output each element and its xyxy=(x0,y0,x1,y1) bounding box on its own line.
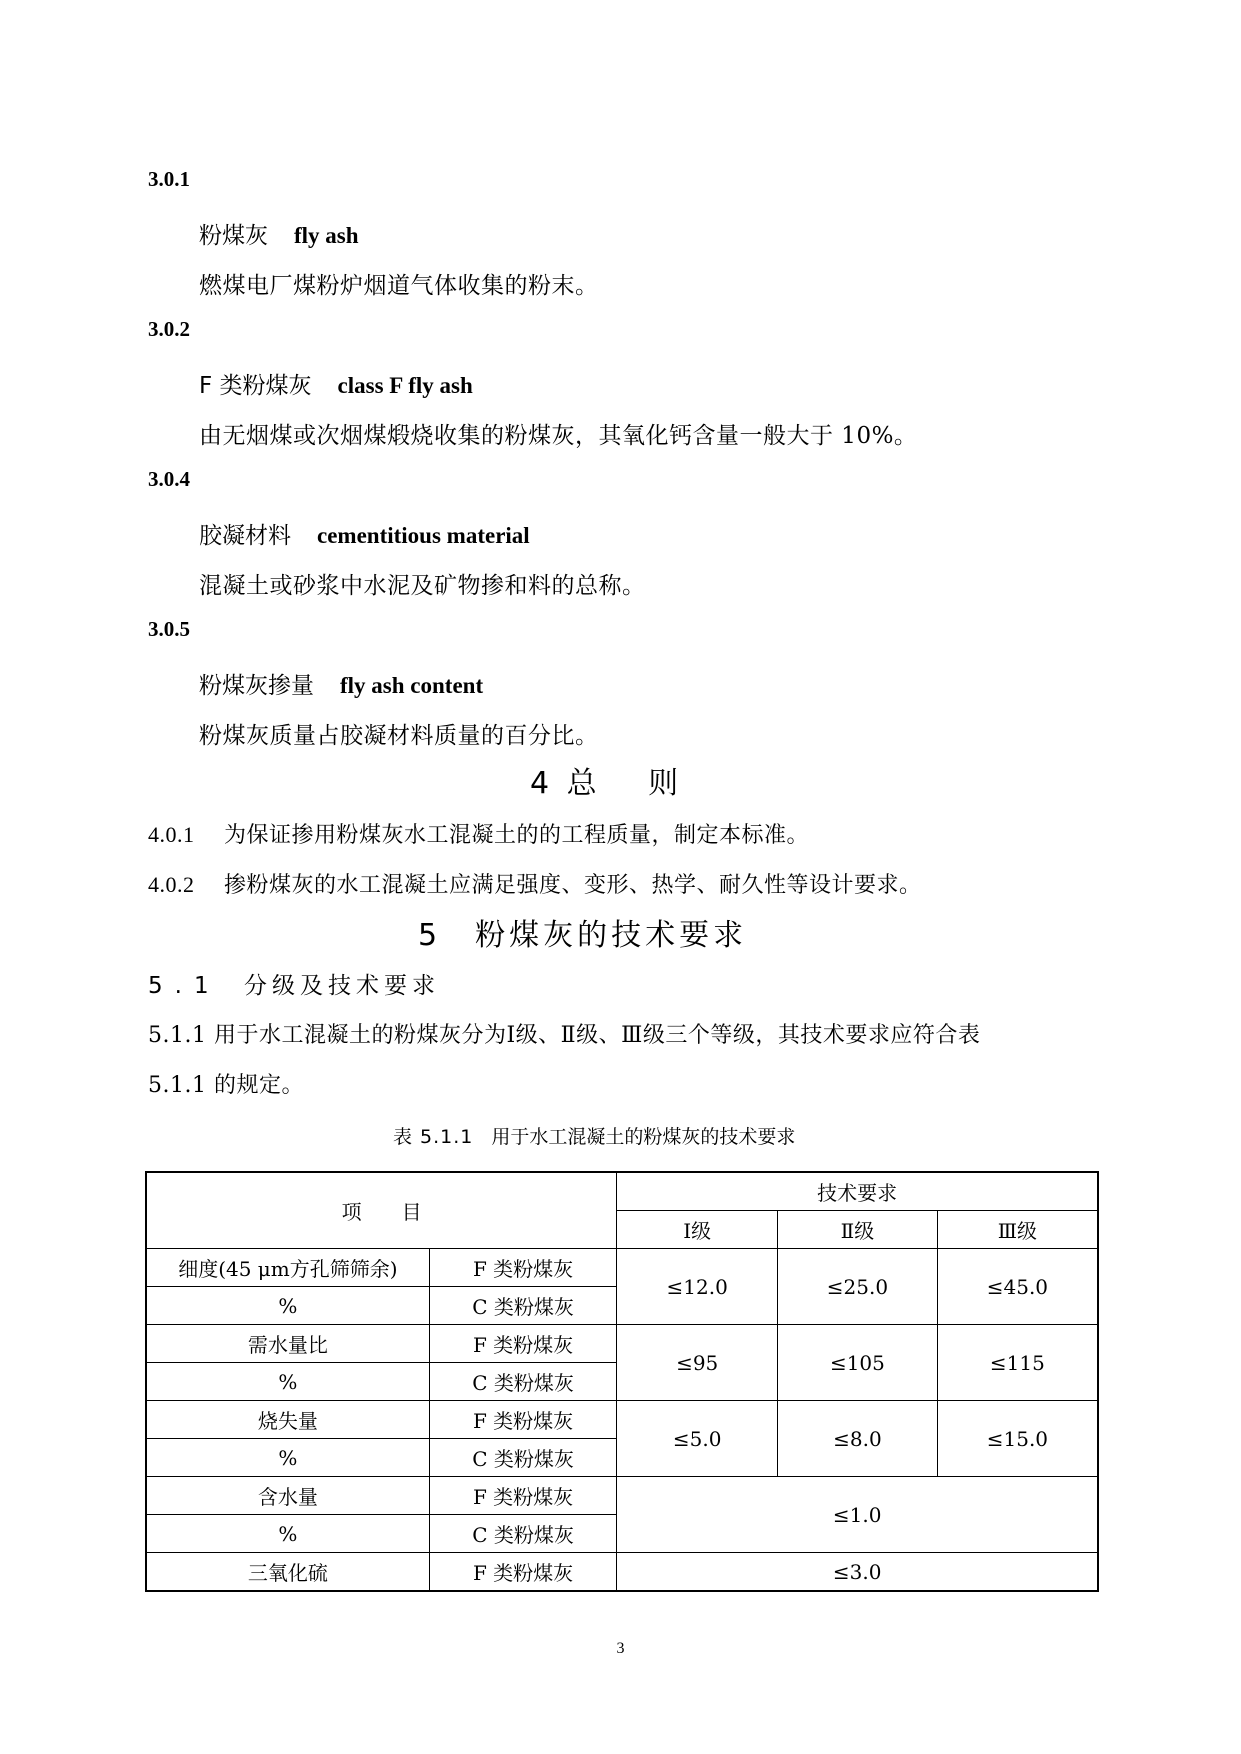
row-value-grade-1: ≤95 xyxy=(617,1325,778,1401)
row-name: 需水量比 xyxy=(146,1325,429,1363)
term-name-en: class F fly ash xyxy=(337,373,473,398)
row-fa-type: C 类粉煤灰 xyxy=(429,1439,617,1477)
table-row xyxy=(146,1553,1098,1592)
row-name: 三氧化硫 xyxy=(146,1553,429,1592)
table-header-row xyxy=(146,1172,1098,1211)
header-grade-2: Ⅱ级 xyxy=(778,1211,938,1249)
row-value-all-grades: ≤3.0 xyxy=(617,1553,1098,1592)
section-5-1-heading xyxy=(148,967,440,1000)
header-requirements: 技术要求 xyxy=(617,1172,1098,1211)
term-definition: 由无烟煤或次烟煤煅烧收集的粉煤灰，其氧化钙含量一般大于 10%。 xyxy=(199,423,918,449)
spec-table xyxy=(145,1171,1099,1592)
term-number: 3.0.4 xyxy=(148,467,190,491)
row-fa-type: C 类粉煤灰 xyxy=(429,1287,617,1325)
term-definition: 混凝土或砂浆中水泥及矿物掺和料的总称。 xyxy=(199,573,646,599)
clause-number: 4.0.1 xyxy=(148,822,195,847)
table-caption-number: 表 5.1.1 xyxy=(393,1126,474,1148)
header-grade-3: Ⅲ级 xyxy=(937,1211,1098,1249)
row-value-grade-1: ≤5.0 xyxy=(617,1401,778,1477)
clause-4-0-1 xyxy=(148,818,809,849)
term-name xyxy=(199,367,473,400)
row-value-grade-3: ≤15.0 xyxy=(937,1401,1098,1477)
row-value-grade-3: ≤115 xyxy=(937,1325,1098,1401)
term-name-en: fly ash xyxy=(294,223,359,248)
table-row xyxy=(146,1477,1098,1515)
row-value-all-grades: ≤1.0 xyxy=(617,1477,1098,1553)
row-value-grade-1: ≤12.0 xyxy=(617,1249,778,1325)
term-name-en: cementitious material xyxy=(317,523,530,548)
row-value-grade-2: ≤105 xyxy=(778,1325,938,1401)
row-unit: % xyxy=(146,1287,429,1325)
row-name: 含水量 xyxy=(146,1477,429,1515)
term-name xyxy=(199,217,359,250)
chapter-4-title: 4 总 则 xyxy=(530,766,683,801)
row-unit: % xyxy=(146,1515,429,1553)
term-definition: 粉煤灰质量占胶凝材料质量的百分比。 xyxy=(199,723,599,749)
header-grade-1: Ⅰ级 xyxy=(617,1211,778,1249)
row-fa-type: C 类粉煤灰 xyxy=(429,1515,617,1553)
row-value-grade-2: ≤25.0 xyxy=(778,1249,938,1325)
header-item: 项 目 xyxy=(146,1172,617,1249)
term-name-cn: 粉煤灰 xyxy=(199,223,268,249)
table-row xyxy=(146,1401,1098,1439)
row-fa-type: F 类粉煤灰 xyxy=(429,1325,617,1363)
term-name-cn: 胶凝材料 xyxy=(199,523,291,549)
term-name-cn: 粉煤灰掺量 xyxy=(199,673,314,699)
term-name xyxy=(199,517,530,550)
row-fa-type: F 类粉煤灰 xyxy=(429,1401,617,1439)
term-name xyxy=(199,667,483,700)
page-number: 3 xyxy=(616,1640,625,1657)
term-definition: 燃煤电厂煤粉炉烟道气体收集的粉末。 xyxy=(199,273,599,299)
clause-text: 为保证掺用粉煤灰水工混凝土的的工程质量，制定本标准。 xyxy=(224,823,810,848)
term-number: 3.0.1 xyxy=(148,167,190,191)
row-value-grade-2: ≤8.0 xyxy=(778,1401,938,1477)
section-number: 5.1 xyxy=(148,973,221,999)
row-unit: % xyxy=(146,1439,429,1477)
row-name: 细度(45 μm方孔筛筛余) xyxy=(146,1249,429,1287)
term-number: 3.0.5 xyxy=(148,617,190,641)
table-row xyxy=(146,1325,1098,1363)
row-fa-type: F 类粉煤灰 xyxy=(429,1477,617,1515)
term-name-en: fly ash content xyxy=(340,673,484,698)
section-title: 分级及技术要求 xyxy=(244,973,440,999)
row-fa-type: C 类粉煤灰 xyxy=(429,1363,617,1401)
row-fa-type: F 类粉煤灰 xyxy=(429,1553,617,1592)
clause-5-1-1-line1: 5.1.1 用于水工混凝土的粉煤灰分为Ⅰ级、Ⅱ级、Ⅲ级三个等级，其技术要求应符合表 xyxy=(148,1023,981,1048)
clause-5-1-1-line2: 5.1.1 的规定。 xyxy=(148,1073,304,1098)
table-caption xyxy=(393,1122,795,1149)
row-value-grade-3: ≤45.0 xyxy=(937,1249,1098,1325)
table-caption-text: 用于水工混凝土的粉煤灰的技术要求 xyxy=(491,1126,796,1148)
chapter-5-title: 5 粉煤灰的技术要求 xyxy=(418,918,748,953)
term-name-cn: F 类粉煤灰 xyxy=(199,373,312,399)
table-row xyxy=(146,1249,1098,1287)
clause-text: 掺粉煤灰的水工混凝土应满足强度、变形、热学、耐久性等设计要求。 xyxy=(224,873,922,898)
term-number: 3.0.2 xyxy=(148,317,190,341)
row-unit: % xyxy=(146,1363,429,1401)
clause-number: 4.0.2 xyxy=(148,872,195,897)
row-name: 烧失量 xyxy=(146,1401,429,1439)
clause-4-0-2 xyxy=(148,868,922,899)
row-fa-type: F 类粉煤灰 xyxy=(429,1249,617,1287)
